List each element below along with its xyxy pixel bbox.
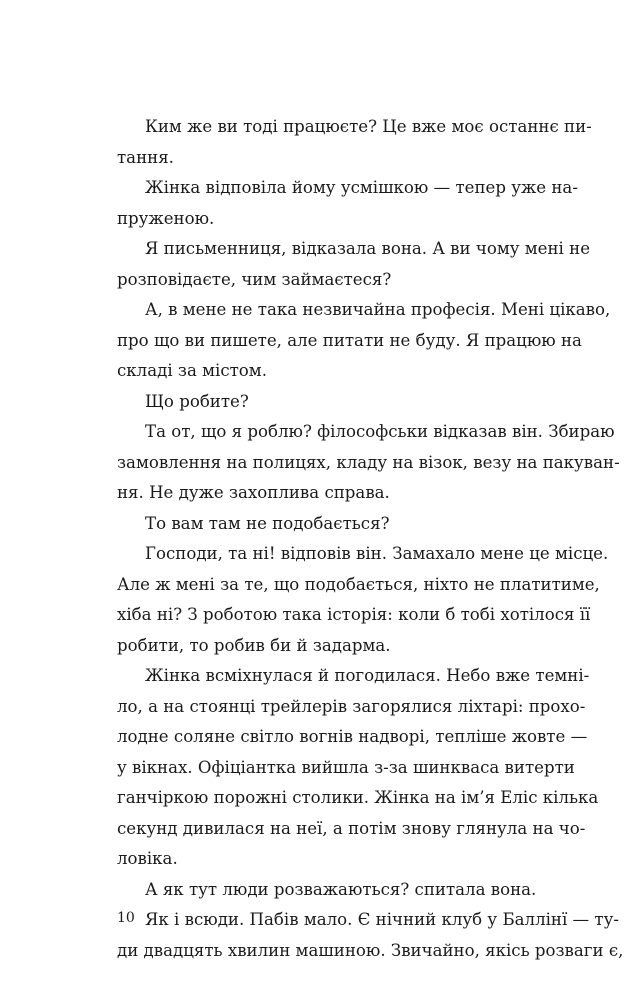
text-line: ня. Не дуже захоплива справа.: [117, 483, 390, 502]
text-line: складі за містом.: [117, 361, 267, 380]
text-line: Та от, що я роблю? філософськи відказав він. Збираю: [145, 422, 615, 441]
text-line: у вікнах. Офіціантка вийшла з-за шинкваса витерти: [117, 757, 575, 777]
body-text: [117, 112, 624, 966]
text-line: Господи, та ні! відповів він. Замахало мене це місце.: [145, 544, 609, 563]
text-line: Як і всюди. Пабів мало. Є нічний клуб у Баллінї — ту-: [145, 910, 619, 929]
text-line: Але ж мені за те, що подобається, ніхто не платитиме,: [117, 574, 600, 594]
text-line: хіба ні? З роботою така історія: коли б тобі хотілося її: [117, 605, 591, 624]
text-line: Жінка відповіла йому усмішкою — тепер уже на-: [145, 178, 578, 197]
text-line: тання.: [117, 147, 174, 167]
text-line: Жінка всміхнулася й погодилася. Небо вже темні-: [145, 666, 590, 685]
text-line: робити, то робив би й задарма.: [117, 635, 391, 655]
text-line: лодне соляне світло вогнів надворі, тепліше жовте —: [117, 727, 588, 746]
text-line: розповідаєте, чим займаєтеся?: [117, 269, 392, 289]
text-line: Я письменниця, відказала вона. А ви чому мені не: [145, 239, 591, 258]
text-line: замовлення на полицях, кладу на візок, везу на пакуван-: [117, 452, 620, 472]
text-line: А, в мене не така незвичайна професія. Мені цікаво,: [145, 300, 611, 319]
text-line: ди двадцять хвилин машиною. Звичайно, якісь розваги є,: [117, 940, 624, 960]
text-line: А як тут люди розважаються? спитала вона.: [145, 879, 537, 899]
text-line: Що робите?: [145, 391, 249, 411]
text-line: секунд дивилася на неї, а потім знову глянула на чо-: [117, 818, 586, 838]
text-line: То вам там не подобається?: [145, 513, 390, 533]
text-line: про що ви пишете, але питати не буду. Я працюю на: [117, 330, 582, 350]
page-number: 10: [117, 910, 135, 926]
text-line: ловіка.: [117, 849, 178, 868]
text-line: Ким же ви тоді працюєте? Це вже моє останнє пи-: [145, 117, 592, 136]
text-line: пруженою.: [117, 208, 215, 228]
text-line: ганчіркою порожні столики. Жінка на ім’я Еліс кілька: [117, 788, 599, 807]
text-line: ло, а на стоянці трейлерів загорялися ліхтарі: прохо-: [117, 696, 586, 716]
